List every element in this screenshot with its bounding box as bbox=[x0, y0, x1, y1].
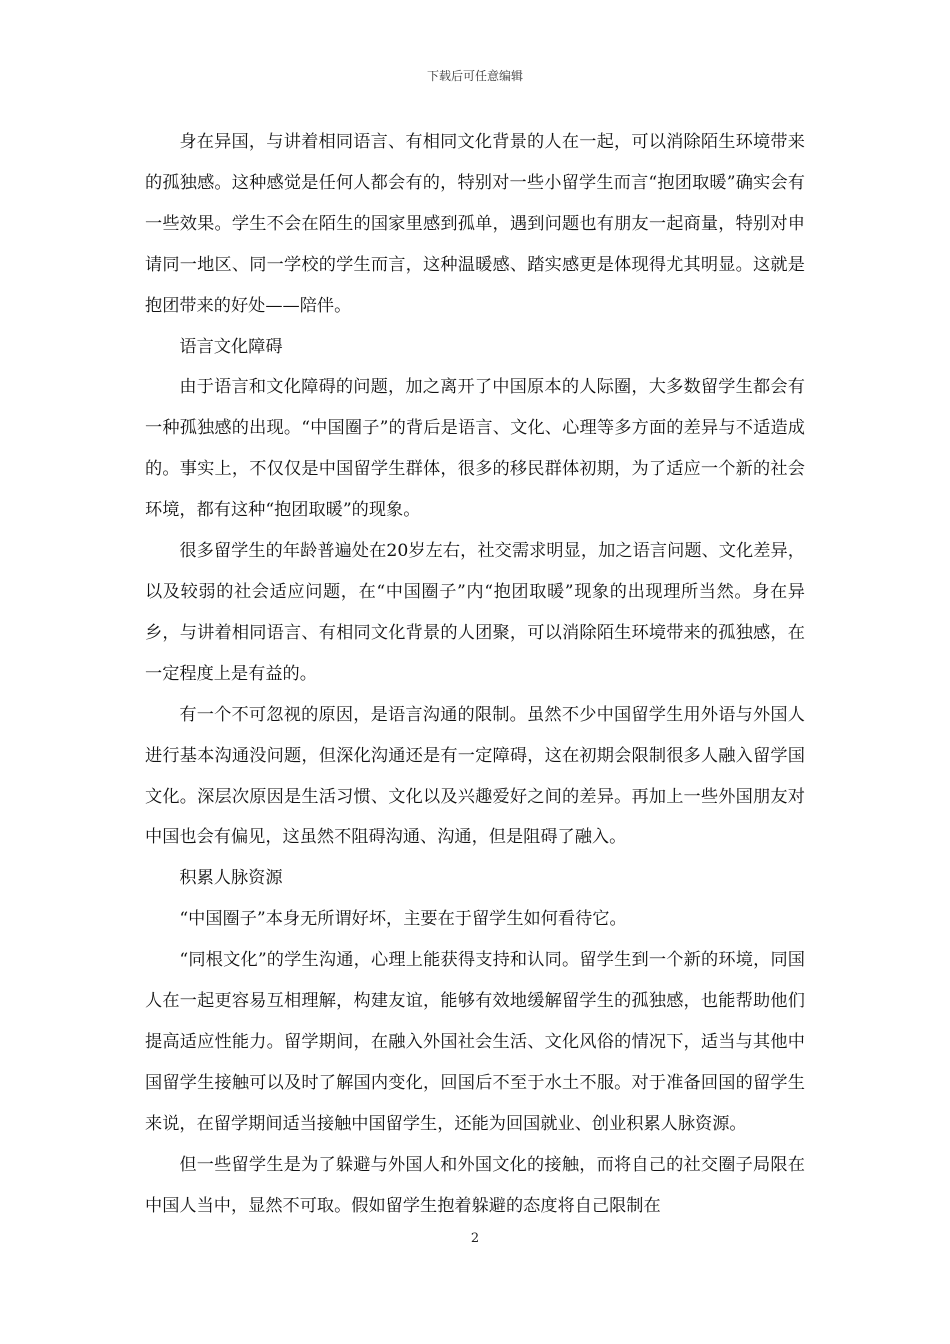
paragraph: “中国圈子”本身无所谓好坏，主要在于留学生如何看待它。 bbox=[179, 909, 627, 930]
paragraph: 由于语言和文化障碍的问题，加之离开了中国原本的人际圈，大多数留学生都会有一种孤独感的出现。“中国圈子”的背后是语言、文化、心理等多方面的差异与不适造成的。事实上，不仅仅是中国留学生群体，很多的移民群体初期，为了适应一个新的社会环境，都有这种“抱团取暖”的现象。 bbox=[145, 377, 805, 521]
paragraph: 但一些留学生是为了躲避与外国人和外国文化的接触，而将自己的社交圈子局限在中国人当中，显然不可取。假如留学生抱着躲避的态度将自己限制在 bbox=[145, 1154, 805, 1216]
page-header: 下载后可任意编辑 bbox=[426, 69, 523, 83]
section-heading: 积累人脉资源 bbox=[179, 868, 283, 889]
paragraph: “同根文化”的学生沟通，心理上能获得支持和认同。留学生到一个新的环境，同国人在一起更容易互相理解，构建友谊，能够有效地缓解留学生的孤独感，也能帮助他们提高适应性能力。留学期间，在融入外国社会生活、文化风俗的情况下，适当与其他中国留学生接触可以及时了解国内变化，回国后不至于水土不服。对于准备回国的留学生来说，在留学期间适当接触中国留学生，还能为回国就业、创业积累人脉资源。 bbox=[145, 950, 805, 1134]
document-body bbox=[145, 122, 805, 1226]
paragraph: 很多留学生的年龄普遍处在20岁左右，社交需求明显，加之语言问题、文化差异，以及较弱的社会适应问题，在“中国圈子”内“抱团取暖”现象的出现理所当然。身在异乡，与讲着相同语言、有相同文化背景的人团聚，可以消除陌生环境带来的孤独感，在一定程度上是有益的。 bbox=[145, 541, 805, 684]
page-number: 2 bbox=[470, 1231, 480, 1246]
section-heading: 语言文化障碍 bbox=[179, 336, 283, 357]
paragraph: 有一个不可忽视的原因，是语言沟通的限制。虽然不少中国留学生用外语与外国人进行基本沟通没问题，但深化沟通还是有一定障碍，这在初期会限制很多人融入留学国文化。深层次原因是生活习惯、文化以及兴趣爱好之间的差异。再加上一些外国朋友对中国也会有偏见，这虽然不阻碍沟通、沟通，但是阻碍了融入。 bbox=[145, 704, 805, 848]
paragraph: 身在异国，与讲着相同语言、有相同文化背景的人在一起，可以消除陌生环境带来的孤独感。这种感觉是任何人都会有的，特别对一些小留学生而言“抱团取暖”确实会有一些效果。学生不会在陌生的国家里感到孤单，遇到问题也有朋友一起商量，特别对申请同一地区、同一学校的学生而言，这种温暖感、踏实感更是体现得尤其明显。这就是抱团带来的好处——陪伴。 bbox=[145, 132, 805, 316]
